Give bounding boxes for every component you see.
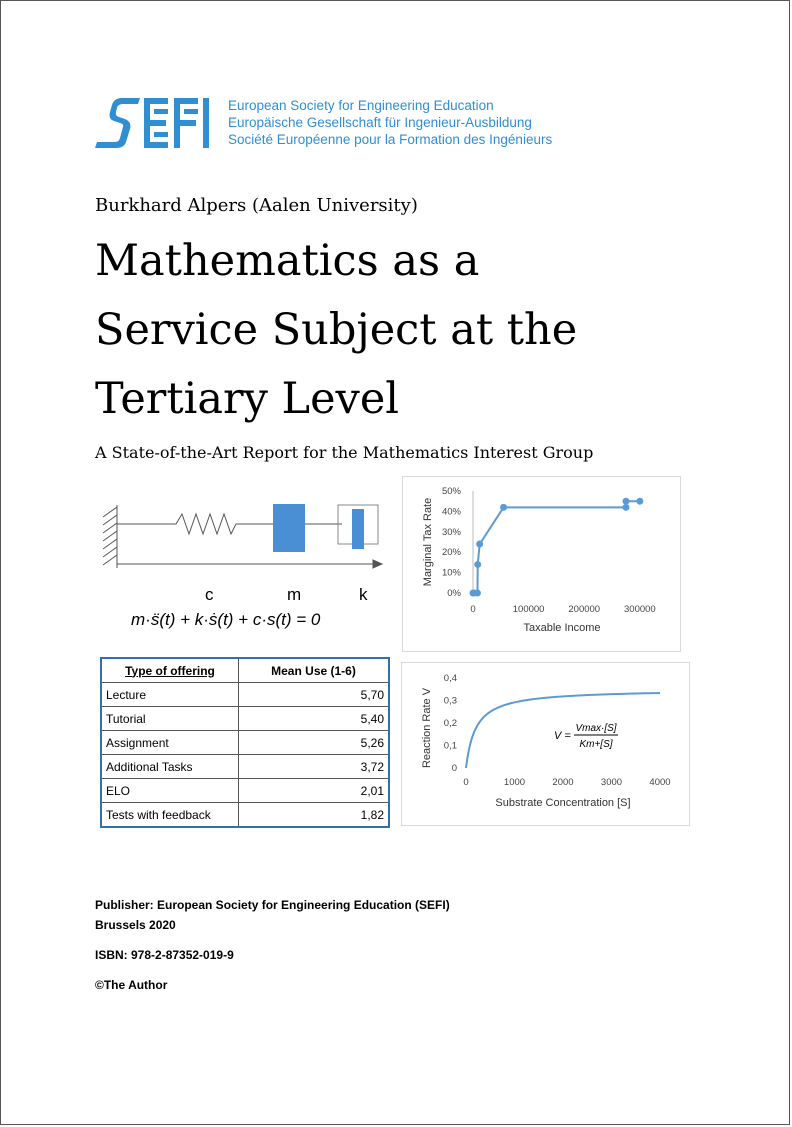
label-c: c [205,585,214,604]
label-k: k [359,585,368,604]
x-tick-label: 4000 [649,777,671,788]
table-row [101,779,389,803]
title-line: Mathematics as a [95,236,480,286]
y-tick-label: 0,2 [443,718,457,729]
x-tick-label: 3000 [600,777,623,788]
sefi-name-fr: Société Européenne pour la Formation des Ingénieurs [228,132,553,147]
row-mean: 5,26 [239,731,390,755]
axis-arrow [373,560,382,568]
table-header-row [101,658,389,683]
isbn: ISBN: 978-2-87352-019-9 [95,948,234,962]
enzyme-chart-panel [401,662,690,826]
tax-chart [403,477,680,651]
author: Burkhard Alpers (Aalen University) [95,195,418,216]
x-tick-label: 300000 [624,604,656,615]
table-row [101,731,389,755]
y-tick-label: 50% [441,486,461,497]
header-mean: Mean Use (1-6) [239,658,390,683]
data-point [474,561,481,568]
y-tick-label: 0% [447,588,461,599]
x-tick-label: 100000 [512,604,545,615]
table-row [101,755,389,779]
y-tick-label: 0,4 [443,673,457,684]
row-mean: 3,72 [239,755,390,779]
row-type: Tutorial [101,707,239,731]
x-tick-label: 200000 [568,604,601,615]
x-tick-label: 0 [463,777,469,788]
y-tick-label: 0,1 [443,740,457,752]
copyright: ©The Author [95,978,168,992]
data-point [622,504,629,511]
y-tick-label: 20% [441,547,461,559]
row-type: ELO [101,779,239,803]
row-type: Tests with feedback [101,803,239,828]
y-tick-label: 10% [441,567,461,579]
y-tick-label: 30% [441,526,461,538]
x-axis-label: Taxable Income [523,622,601,634]
row-type: Assignment [101,731,239,755]
sefi-name-de: Europäische Gesellschaft für Ingenieur-Ausbildung [228,115,532,130]
x-tick-label: 1000 [503,777,526,788]
spring-mass-diagram [93,493,393,638]
page-title [95,227,577,434]
row-mean: 5,40 [239,707,390,731]
title-line: Service Subject at the [95,305,578,355]
header-type: Type of offering [101,658,239,683]
sefi-names [228,97,552,148]
row-mean: 2,01 [239,779,390,803]
row-type: Lecture [101,683,239,707]
data-point [474,590,481,597]
y-axis-label: Reaction Rate V [421,687,433,769]
wall-hatch [103,507,117,565]
data-point [622,498,629,505]
damper-piston [352,509,364,549]
formula-denominator: Km+[S] [579,739,613,750]
title-line: Tertiary Level [95,374,400,424]
series-line [473,501,640,593]
formula-numerator: Vmax·[S] [575,723,617,734]
data-point [636,498,643,505]
y-tick-label: 0 [451,763,457,774]
formula-lhs: V = [554,730,571,742]
offering-table [100,657,390,828]
sefi-name-en: European Society for Engineering Education [228,98,494,113]
x-axis-label: Substrate Concentration [S] [495,797,631,809]
spring [117,514,273,534]
enzyme-chart [402,663,689,825]
subtitle: A State-of-the-Art Report for the Mathematics Interest Group [95,443,594,462]
y-axis-label: Marginal Tax Rate [422,497,434,587]
table-row [101,683,389,707]
label-m: m [287,585,302,604]
row-mean: 1,82 [239,803,390,828]
x-tick-label: 0 [470,604,476,615]
row-type: Additional Tasks [101,755,239,779]
data-point [476,541,483,548]
tax-chart-panel [402,476,681,652]
publisher-city-year: Brussels 2020 [95,918,176,932]
data-point [500,504,507,511]
publisher-block [95,895,450,995]
y-tick-label: 40% [441,506,461,518]
mass-block [273,504,305,552]
equation: m·s̈(t) + k·ṡ(t) + c·s(t) = 0 [131,610,321,629]
table-row [101,707,389,731]
sefi-logo [92,93,217,151]
table-row [101,803,389,828]
publisher-line: Publisher: European Society for Engineering Education (SEFI) [95,898,450,912]
x-tick-label: 2000 [552,777,574,788]
row-mean: 5,70 [239,683,390,707]
y-tick-label: 0,3 [443,695,457,707]
